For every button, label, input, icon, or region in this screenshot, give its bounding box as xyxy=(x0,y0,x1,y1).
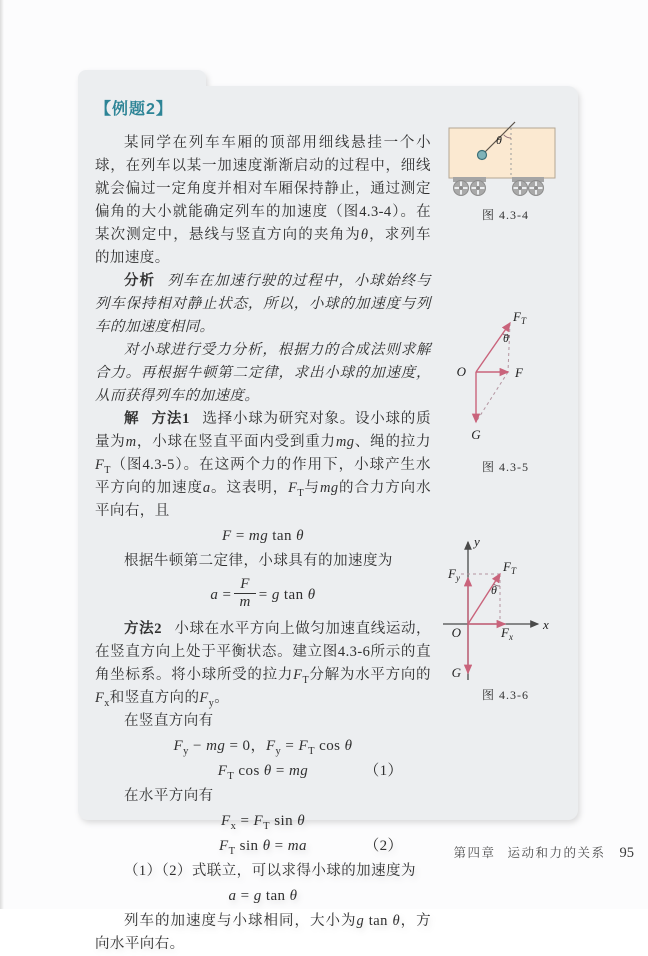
solution-label: 解 xyxy=(124,411,140,427)
wheel xyxy=(470,181,485,196)
equation-result: a = g tan θ xyxy=(228,888,298,905)
method2-text: 小球在水平方向上做匀加速直线运动，在竖直方向上处于平衡状态。建立图4.3-6所示的直角坐标系。将小球所受的拉力$F_T$分解为水平方向的$F_x$和竖直方向的$F_y$。 xyxy=(95,621,431,709)
newton-lead-text: 根据牛顿第二定律，小球具有的加速度为 xyxy=(124,553,393,569)
vertical-lead-text: 在竖直方向有 xyxy=(124,713,214,730)
figure-caption: 图 4.3-4 xyxy=(482,208,529,222)
analysis-text-1: 列车在加速行驶的过程中，小球始终与列车保持相对静止状态，所以，小球的加速度与列车的加速度相同。 xyxy=(95,273,431,335)
FT-label: $F_T$ xyxy=(513,309,526,326)
parallelogram-dashed-side-2 xyxy=(476,372,508,422)
page-footer xyxy=(453,843,634,862)
theta-label: θ xyxy=(491,583,497,597)
figure-train-diagram xyxy=(428,120,583,223)
figure-coordinate-diagram xyxy=(428,534,583,703)
equation-vertical-1: $F_y$ − mg = 0，$F_y = F_T$ cos θ xyxy=(173,738,353,758)
problem-text: 某同学在列车车厢的顶部用细线悬挂一个小球，在列车以某一加速度渐渐启动的过程中，细线就会偏过一定角度并相对车厢保持静止，通过测定偏角的大小就能确定列车的加速度（图4.3-4）。在某次测定中，悬线与竖直方向的夹角为θ，求列车的加速度。 xyxy=(95,135,431,266)
equation-horizontal-2-body: $F_T$ sin θ = ma xyxy=(219,838,307,858)
method1-paragraph xyxy=(95,408,431,523)
method1-text: 选择小球为研究对象。设小球的质量为m，小球在竖直平面内受到重力mg、绳的拉力$F_T$（图4.3-5）。在这两个力的作用下，小球产生水平方向的加速度a。这表明，$F_T$与mg的合力方向水平向右，且 xyxy=(95,411,432,519)
method2-label: 方法2 xyxy=(124,621,162,638)
fraction xyxy=(234,576,255,611)
train-diagram xyxy=(431,120,581,200)
Fy-label: $F_y$ xyxy=(448,566,460,583)
fraction-numerator: F xyxy=(240,576,250,593)
equation-acceleration xyxy=(95,578,431,613)
y-axis-label: y xyxy=(474,534,480,549)
theta-label: θ xyxy=(503,331,509,345)
chapter-label: 第四章 xyxy=(453,846,496,860)
equation-resultant-force: F = mg tan θ xyxy=(222,528,304,544)
method1-label: 方法1 xyxy=(151,411,190,427)
equation-acceleration-rhs: = g tan θ xyxy=(258,587,316,603)
method2-paragraph xyxy=(95,618,431,710)
equation-horizontal-2 xyxy=(95,835,431,858)
FT-label: $F_T$ xyxy=(503,559,516,576)
equation-number-2: （2） xyxy=(364,838,403,855)
origin-label: O xyxy=(456,364,466,379)
analysis-paragraph-1 xyxy=(95,270,431,339)
wheel xyxy=(512,181,527,196)
wheel xyxy=(453,181,468,196)
G-label: G xyxy=(471,427,481,442)
section-title: 运动和力的关系 xyxy=(507,846,606,860)
combine-lead-text: （1）（2）式联立，可以求得小球的加速度为 xyxy=(124,863,416,880)
equation-horizontal-1: $F_x = F_T$ sin θ xyxy=(220,813,306,833)
force-vector-FT xyxy=(468,574,500,624)
train-wheels xyxy=(453,177,544,196)
equation-acceleration-lhs: a = xyxy=(210,587,232,603)
conclusion-text: 列车的加速度与小球相同，大小为g tan θ，方向水平向右。 xyxy=(95,913,432,953)
analysis-label: 分析 xyxy=(124,273,156,289)
page-number: 95 xyxy=(619,845,634,861)
body-text-column xyxy=(95,132,431,956)
figure-caption: 图 4.3-5 xyxy=(482,460,529,474)
fraction-denominator: m xyxy=(234,593,255,611)
x-axis-label: x xyxy=(543,617,549,632)
analysis-paragraph-2: 对小球进行受力分析，根据力的合成法则求解合力。再根据牛顿第二定律，求出小球的加速度，从而获得列车的加速度。 xyxy=(95,342,431,404)
G-label: G xyxy=(451,665,461,680)
origin-label: O xyxy=(451,625,461,640)
coordinate-diagram xyxy=(428,534,583,684)
page-left-edge xyxy=(0,0,4,909)
force-parallelogram-diagram xyxy=(428,308,583,448)
figure-caption: 图 4.3-6 xyxy=(482,688,529,702)
example-heading: 【例题2】 xyxy=(95,101,173,118)
Fx-label: $F_x$ xyxy=(501,625,513,642)
equation-vertical-2-body: $F_T$ cos θ = mg xyxy=(217,763,309,783)
F-label: F xyxy=(515,365,523,380)
equation-vertical-2 xyxy=(95,760,431,783)
equation-number-1: （1） xyxy=(364,763,403,780)
theta-label: θ xyxy=(495,133,502,147)
figure-force-parallelogram xyxy=(428,308,583,475)
hanging-ball xyxy=(477,151,486,160)
horizontal-lead-text: 在水平方向有 xyxy=(124,788,214,805)
wheel xyxy=(528,181,543,196)
